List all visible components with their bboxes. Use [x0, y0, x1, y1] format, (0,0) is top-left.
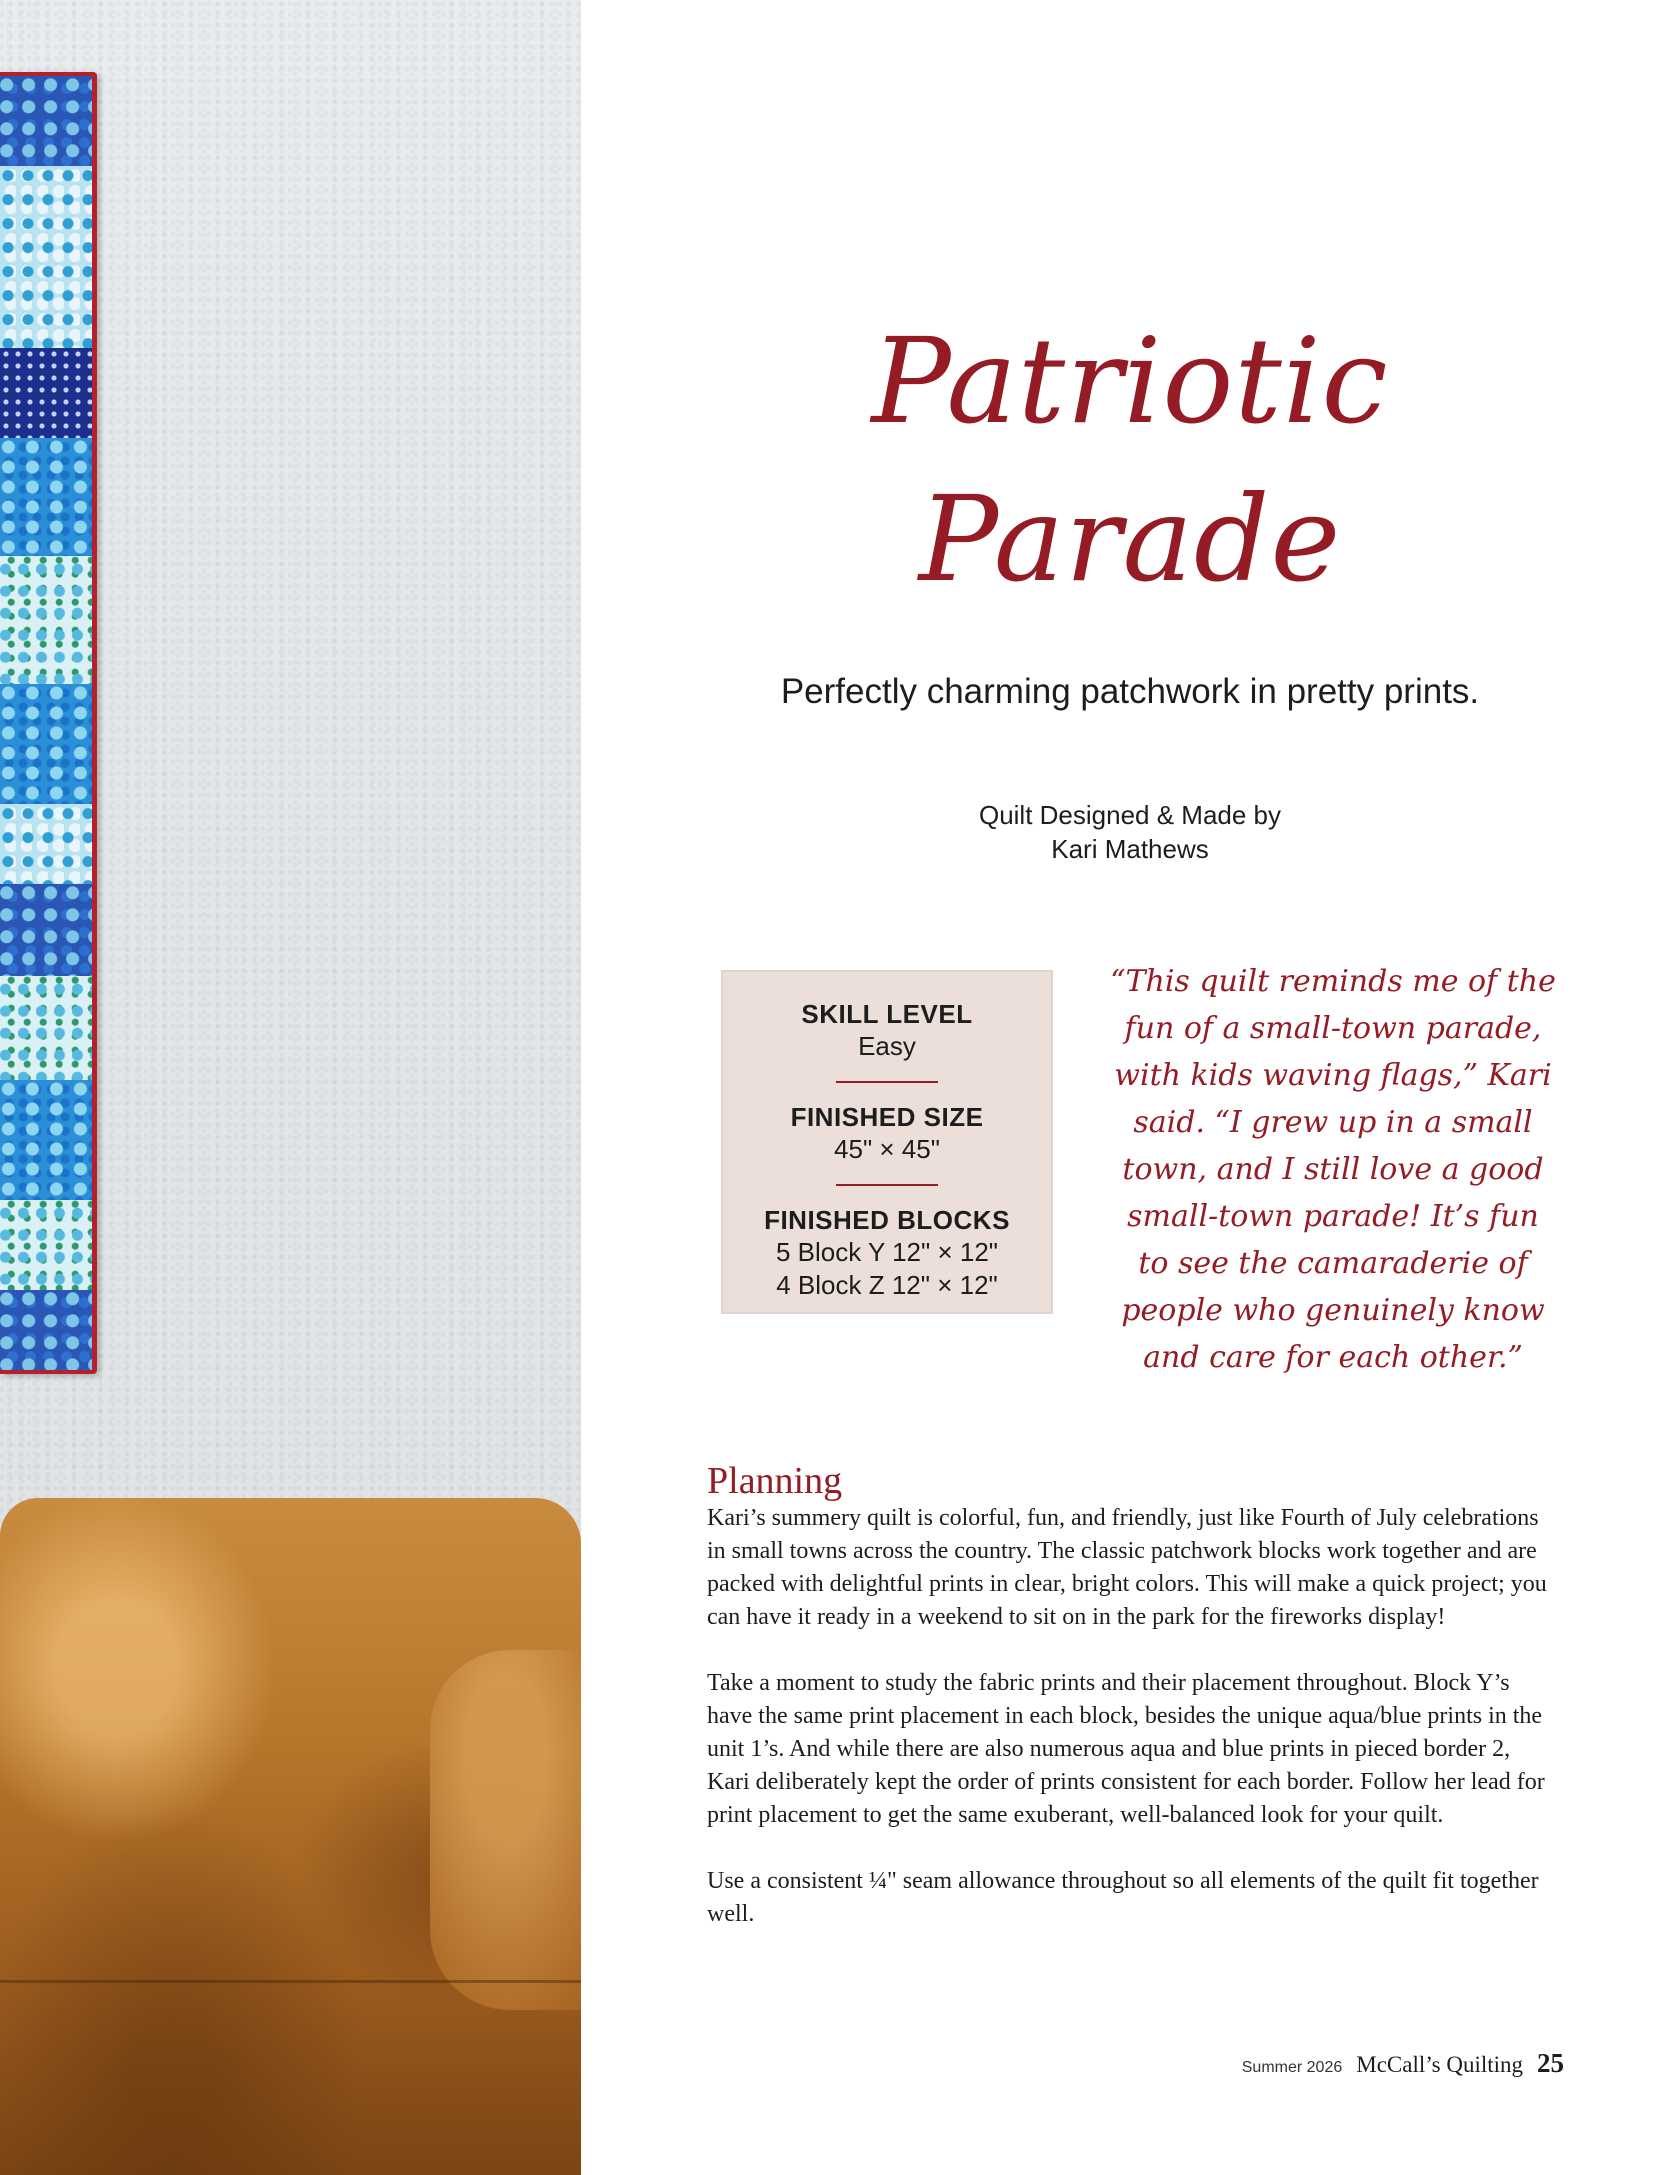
pull-quote: “This quilt reminds me of the fun of a small-town parade, with kids waving flags,” Kari said. “I grew up in a small town, and I still love a good small-town parade! It’s fun to see the camaraderie of people who genuinely know and care for each other.”: [1110, 964, 1556, 1375]
finished-blocks-value-y: 5 Block Y 12" × 12": [775, 1237, 999, 1267]
subtitle: Perfectly charming patchwork in pretty prints.: [780, 672, 1480, 711]
issue-season: Summer 2026: [1241, 2059, 1343, 2076]
page-footer: [1242, 2048, 1564, 2079]
planning-body: [707, 1502, 1557, 1964]
skill-level-value: Easy: [858, 1031, 916, 1061]
planning-paragraph: Use a consistent ¼" seam allowance throughout so all elements of the quilt fit together well.: [707, 1868, 1539, 1927]
divider: [836, 1081, 938, 1083]
credit-line-1: Quilt Designed & Made by: [978, 800, 1282, 830]
designer-credit: [860, 798, 1400, 866]
page-title-line-2: Parade: [918, 470, 1342, 608]
pattern-info-box: [721, 970, 1053, 1314]
page-number: 25: [1537, 2048, 1564, 2078]
magazine-name: McCall’s Quilting: [1356, 2052, 1523, 2077]
planning-heading: Planning: [707, 1460, 843, 1502]
finished-blocks-label: FINISHED BLOCKS: [764, 1205, 1010, 1235]
sofa-seam: [0, 1980, 581, 1983]
finished-size-label: FINISHED SIZE: [790, 1102, 984, 1132]
planning-paragraph: Take a moment to study the fabric prints and their placement throughout. Block Y’s have the same print placement in each block, besides the unique aqua/blue prints in the unit 1’s. And while there are also numerous aqua and blue prints in pieced border 2, Kari deliberately kept the order of prints consistent for each border. Follow her lead for print placement to get the same exuberant, well-balanced look for your quilt.: [707, 1670, 1545, 1828]
cover-photo: [0, 0, 581, 2175]
designer-name: Kari Mathews: [1051, 834, 1209, 864]
planning-paragraph: Kari’s summery quilt is colorful, fun, and friendly, just like Fourth of July celebrations in small towns across the country. The classic patchwork blocks work together and are packed with delightful prints in clear, bright colors. This will make a quick project; you can have it ready in a weekend to sit on in the park for the fireworks display!: [707, 1505, 1547, 1630]
sofa-arm-image: [430, 1650, 581, 2010]
page-title-line-1: Patriotic: [871, 312, 1389, 450]
finished-size-value: 45" × 45": [834, 1134, 940, 1164]
skill-level-label: SKILL LEVEL: [801, 999, 973, 1029]
quilt-image: [0, 72, 97, 1374]
finished-blocks-value-z: 4 Block Z 12" × 12": [776, 1270, 998, 1300]
divider: [836, 1184, 938, 1186]
